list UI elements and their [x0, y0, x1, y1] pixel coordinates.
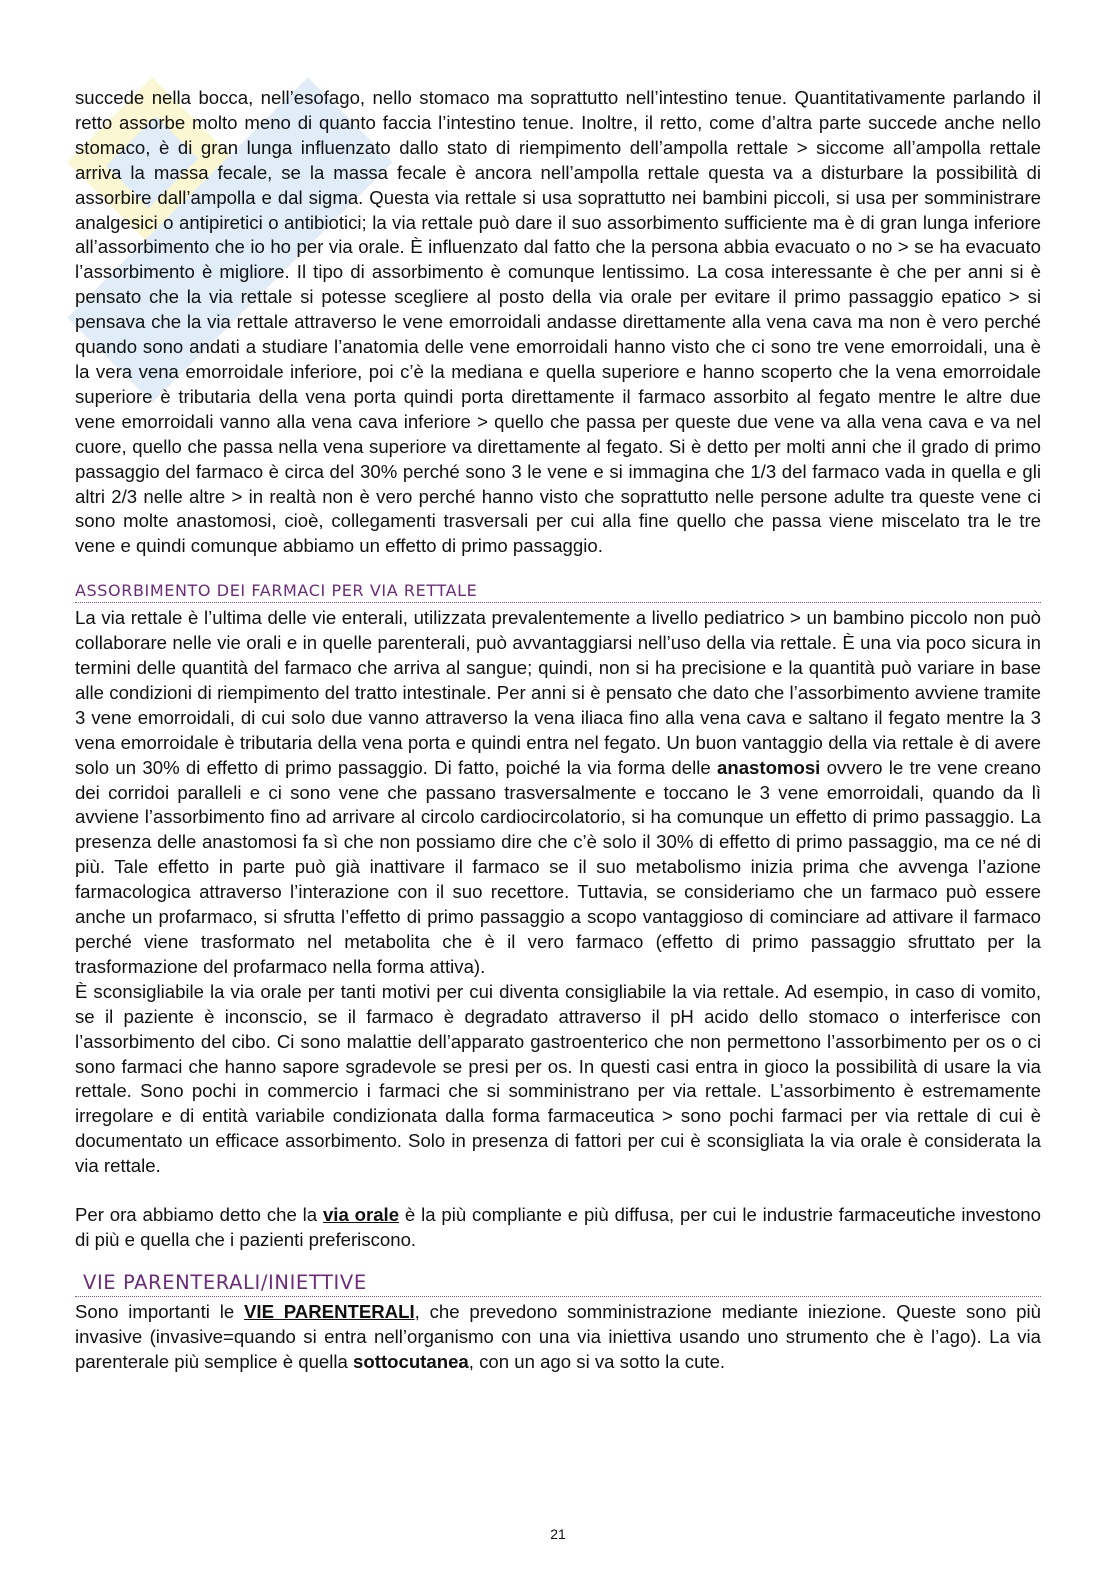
text-span: , con un ago si va sotto la cute. [468, 1350, 726, 1372]
section-heading-rettale: ASSORBIMENTO DEI FARMACI PER VIA RETTALE [75, 581, 1041, 603]
bold-term-via-orale: via orale [322, 1204, 400, 1226]
paragraph-rettale-1 [75, 606, 1041, 980]
page-number: 21 [550, 1526, 566, 1542]
text-span: ovvero le tre vene creano dei corridoi paralleli e ci sono vene che passano trasversalmente e toccano le 3 vene emorroidali, quando da lì avviene l’assorbimento fino ad arrivare al circolo cardiocircolatorio, si ha comunque un effetto di primo passaggio. La presenza delle anastomosi fa sì che non possiamo dire che c’è solo il 30% di effetto di primo passaggio, ma ce né di più. Tale effetto in parte può già inattivare il farmaco se il suo metabolismo inizia prima che avvenga l’azione farmacologica attraverso l’interazione con il suo recettore. Tuttavia, se consideriamo che un farmaco può essere anche un profarmaco, si sfrutta l’effetto di primo passaggio a scopo vantaggioso di cominciare ad attivare il farmaco perché viene trasformato nel metabolita che è il vero farmaco (effetto di primo passaggio sfruttato per la trasformazione del profarmaco nella forma attiva). [75, 756, 1041, 977]
text-span: Per ora abbiamo detto che la [75, 1204, 323, 1226]
text-span: Sono importanti le [75, 1300, 244, 1322]
bold-term-anastomosi: anastomosi [717, 756, 821, 778]
paragraph-rettale-3 [75, 1203, 1041, 1253]
spacer [75, 1179, 1041, 1203]
paragraph-parenterali-1 [75, 1300, 1041, 1375]
text-span: La via rettale è l’ultima delle vie enterali, utilizzata prevalentemente a livello pediatrico > un bambino piccolo non può collaborare nelle vie orali e in quelle parenterali, può avvantaggiarsi nell’uso della via rettale. È una via poco sicura in termini delle quantità del farmaco che arriva al sangue; quindi, non si ha precisione e la quantità può variare in base alle condizioni di riempimento del tratto intestinale. Per anni si è pensato che dato che l’assorbimento avviene tramite 3 vene emorroidali, di cui solo due vanno attraverso la vena iliaca fino alla vena cava e saltano il fegato mentre la 3 vena emorroidale è tributaria della vena porta e quindi entra nel fegato. Un buon vantaggio della via rettale è di avere solo un 30% di effetto di primo passaggio. Di fatto, poiché la via forma delle [75, 607, 1041, 778]
bold-term-vie-parenterali: VIE PARENTERALI [244, 1300, 415, 1322]
section-heading-parenterali: VIE PARENTERALI/INIETTIVE [75, 1271, 1041, 1297]
bold-term-sottocutanea: sottocutanea [353, 1350, 469, 1372]
text-span: è la più compliante e più diffusa, per cui le industrie farmaceutiche investono di più e quella che i pazienti preferiscono. [75, 1204, 1041, 1250]
paragraph-rettale-2: È sconsigliabile la via orale per tanti motivi per cui diventa consigliabile la via rettale. Ad esempio, in caso di vomito, se il paziente è inconscio, se il farmaco è degradato attraverso il pH acido dello stomaco o interferisce con l’assorbimento del cibo. Ci sono malattie dell’apparato gastroenterico che non permettono l’assorbimento per os o ci sono farmaci che hanno sapore sgradevole se presi per os. In questi casi entra in gioco la possibilità di usare la via rettale. Sono pochi in commercio i farmaci che si somministrano per via rettale. L’assorbimento è estremamente irregolare e di entità variabile condizionata dalla forma farmaceutica > sono pochi farmaci per via rettale di cui è documentato un efficace assorbimento. Solo in presenza di fattori per cui è sconsigliata la via orale è considerata la via rettale. [75, 980, 1041, 1177]
paragraph-rectum-absorption: succede nella bocca, nell’esofago, nello stomaco ma soprattutto nell’intestino tenue. Quantitativamente parlando il retto assorbe molto meno di quanto faccia l’intestino tenue. Inoltre, il retto, come d’altra parte succede anche nello stomaco, è di gran lunga influenzato dallo stato di riempimento dell’ampolla rettale > siccome all’ampolla rettale arriva la massa fecale, se la massa fecale è ancora nell’ampolla rettale questa va a disturbare la possibilità di assorbire dall’ampolla e dal sigma. Questa via rettale si usa soprattutto nei bambini piccoli, si usa per somministrare analgesici o antipiretici o antibiotici; la via rettale può dare il suo assorbimento sufficiente ma è di gran lunga inferiore all’assorbimento che io ho per via orale. È influenzato dal fatto che la persona abbia evacuato o no > se ha evacuato l’assorbimento è migliore. Il tipo di assorbimento è comunque lentissimo. La cosa interessante è che per anni si è pensato che la via rettale si potesse scegliere al posto della via orale per evitare il primo passaggio epatico > si pensava che la via rettale attraverso le vene emorroidali andasse direttamente alla vena cava ma non è vero perché quando sono andati a studiare l’anatomia delle vene emorroidali hanno visto che ci sono tre vene emorroidali, una è la vera vena emorroidale inferiore, poi c’è la mediana e quella superiore e hanno scoperto che la vena emorroidale superiore è tributaria della vena porta quindi porta direttamente il farmaco assorbito al fegato mentre le altre due vene emorroidali vanno alla vena cava inferiore > quello che passa per queste due vene va alla vena cava e va nel cuore, quello che passa nella vena superiore va direttamente al fegato. Si è detto per molti anni che il grado di primo passaggio del farmaco è circa del 30% perché sono 3 le vene e si immagina che 1/3 del farmaco vada in quella e gli altri 2/3 nelle altre > in realtà non è vero perché hanno visto che soprattutto nelle persone adulte tra queste vene ci sono molte anastomosi, cioè, collegamenti trasversali per cui alla fine quello che passa viene miscelato tra le tre vene e quindi comunque abbiamo un effetto di primo passaggio. [75, 87, 1041, 557]
text-span: , che prevedono somministrazione mediante iniezione. Queste sono più invasive (invasive=quando si entra nell’organismo con una via iniettiva usando uno strumento che è l’ago). La via parenterale più semplice è quella [75, 1300, 1041, 1372]
page-content [75, 86, 1041, 1375]
